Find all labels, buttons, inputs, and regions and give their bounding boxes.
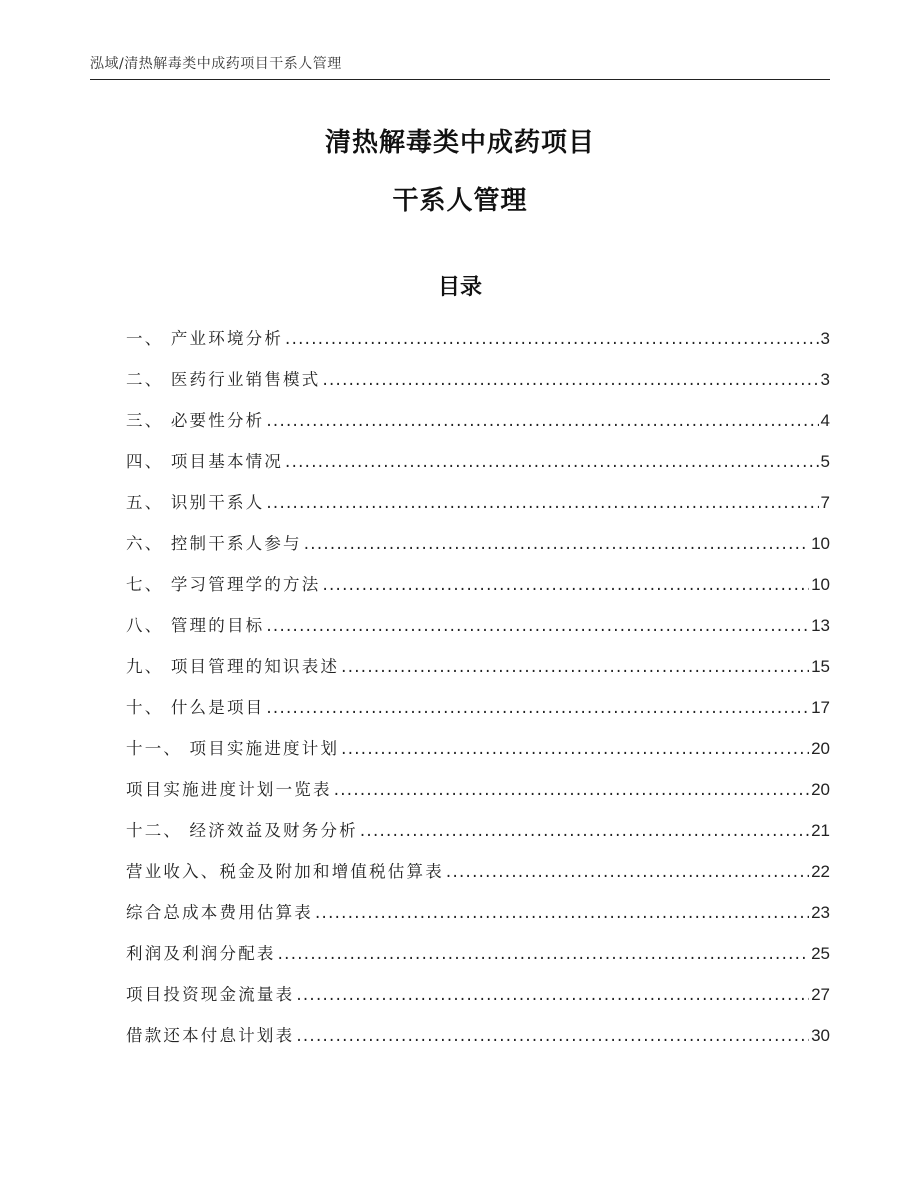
toc-entry-label: 利润及利润分配表 [126, 944, 276, 963]
toc-entry-page: 25 [811, 944, 830, 963]
toc-dot-leader [322, 575, 809, 594]
toc-entry-label: 二、 医药行业销售模式 [126, 370, 321, 389]
toc-dot-leader [266, 698, 809, 717]
toc-entry[interactable] [126, 325, 830, 366]
toc-entry-label: 九、 项目管理的知识表述 [126, 657, 340, 676]
toc-entry-page: 3 [820, 329, 830, 348]
document-title-line2: 干系人管理 [392, 186, 528, 216]
toc-entry[interactable] [126, 940, 830, 981]
toc-dot-leader [296, 985, 809, 1004]
toc-entry-page: 10 [811, 534, 830, 553]
toc-entry-label: 十、 什么是项目 [126, 698, 265, 717]
toc-entry-page: 30 [811, 1026, 830, 1045]
toc-entry[interactable] [126, 735, 830, 776]
toc-heading: 目录 [437, 275, 482, 300]
toc-entry-page: 21 [811, 821, 830, 840]
toc-entry[interactable] [126, 817, 830, 858]
toc-entry-page: 10 [811, 575, 830, 594]
toc-entry-label: 综合总成本费用估算表 [126, 903, 313, 922]
toc-entry-label: 借款还本付息计划表 [126, 1026, 295, 1045]
toc-entry[interactable] [126, 366, 830, 407]
toc-entry-page: 5 [820, 452, 830, 471]
toc-dot-leader [296, 1026, 809, 1045]
toc-entry[interactable] [126, 612, 830, 653]
toc-entry-label: 五、 识别干系人 [126, 493, 265, 512]
toc-entry-label: 十一、 项目实施进度计划 [126, 739, 340, 758]
toc-entry[interactable] [126, 571, 830, 612]
toc-dot-leader [334, 780, 809, 799]
toc-entry-label: 三、 必要性分析 [126, 411, 265, 430]
toc-entry-label: 七、 学习管理学的方法 [126, 575, 321, 594]
toc-dot-leader [266, 411, 818, 430]
toc-entry-label: 项目投资现金流量表 [126, 985, 295, 1004]
toc-entry[interactable] [126, 448, 830, 489]
toc-dot-leader [341, 657, 809, 676]
toc-entry-page: 4 [820, 411, 830, 430]
toc-entry-page: 17 [811, 698, 830, 717]
toc-dot-leader [266, 616, 809, 635]
toc-entry[interactable] [126, 776, 830, 817]
running-header: 泓域/清热解毒类中成药项目干系人管理 [90, 53, 830, 80]
toc-entry-page: 13 [811, 616, 830, 635]
toc-dot-leader [322, 370, 818, 389]
toc-entry-label: 十二、 经济效益及财务分析 [126, 821, 358, 840]
toc-entry[interactable] [126, 858, 830, 899]
toc-dot-leader [304, 534, 809, 553]
toc-entry-page: 15 [811, 657, 830, 676]
toc-entry-label: 项目实施进度计划一览表 [126, 780, 332, 799]
toc-dot-leader [341, 739, 809, 758]
toc-entry[interactable] [126, 899, 830, 940]
toc-dot-leader [278, 944, 809, 963]
toc-entry-page: 22 [811, 862, 830, 881]
toc-entry-label: 六、 控制干系人参与 [126, 534, 302, 553]
toc-entry[interactable] [126, 489, 830, 530]
toc-entry[interactable] [126, 407, 830, 448]
toc-entry-page: 27 [811, 985, 830, 1004]
toc-entry[interactable] [126, 530, 830, 571]
toc-entry-label: 四、 项目基本情况 [126, 452, 284, 471]
toc-dot-leader [446, 862, 809, 881]
toc-entry-label: 一、 产业环境分析 [126, 329, 284, 348]
table-of-contents [126, 325, 830, 1063]
toc-entry[interactable] [126, 653, 830, 694]
toc-entry-page: 3 [820, 370, 830, 389]
document-title-line1: 清热解毒类中成药项目 [324, 128, 595, 158]
toc-entry-page: 20 [811, 780, 830, 799]
toc-dot-leader [266, 493, 818, 512]
toc-entry-label: 营业收入、税金及附加和增值税估算表 [126, 862, 444, 881]
toc-entry-page: 20 [811, 739, 830, 758]
toc-dot-leader [285, 452, 818, 471]
toc-dot-leader [285, 329, 818, 348]
toc-entry[interactable] [126, 1022, 830, 1063]
toc-dot-leader [360, 821, 809, 840]
toc-entry[interactable] [126, 981, 830, 1022]
toc-entry[interactable] [126, 694, 830, 735]
toc-entry-label: 八、 管理的目标 [126, 616, 265, 635]
toc-entry-page: 23 [811, 903, 830, 922]
toc-entry-page: 7 [820, 493, 830, 512]
toc-dot-leader [315, 903, 809, 922]
